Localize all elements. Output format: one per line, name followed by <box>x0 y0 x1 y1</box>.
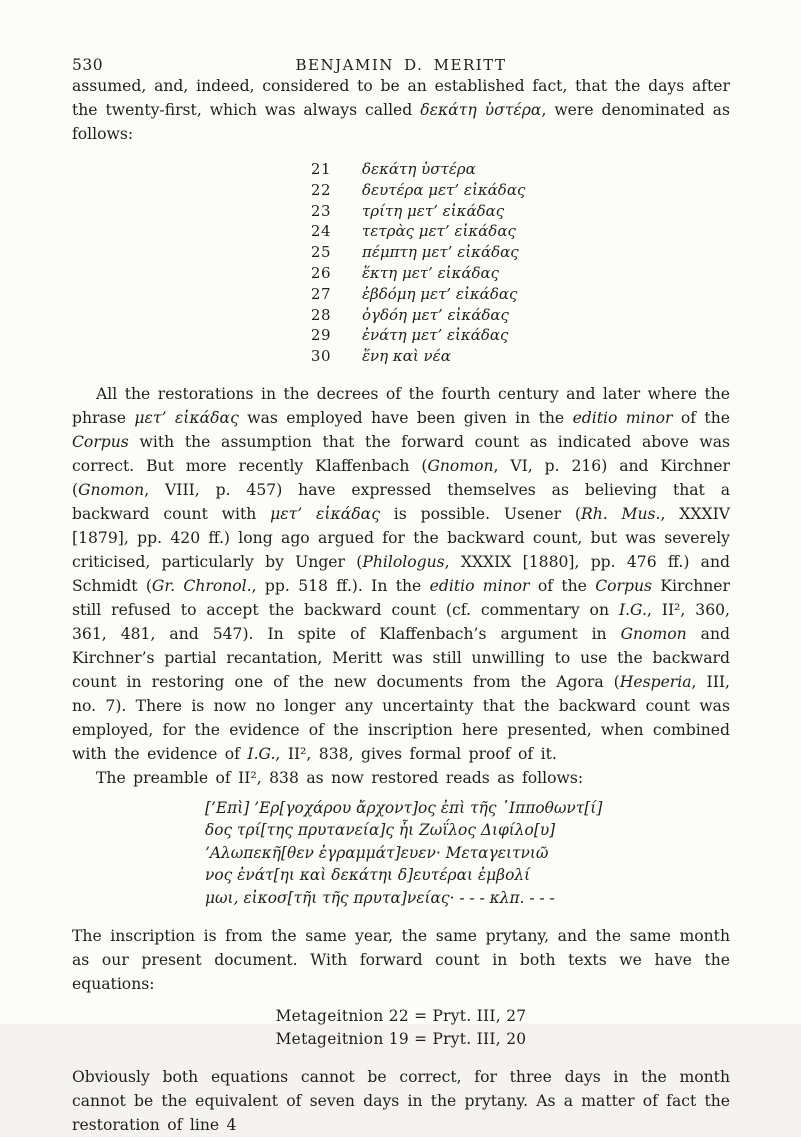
day-row <box>305 263 730 284</box>
day-row <box>305 159 730 180</box>
day-row <box>305 284 730 305</box>
day-number: 29 <box>310 326 331 345</box>
paragraph-preamble-lead: The preamble of II², 838 as now restored reads as follows: <box>96 768 584 787</box>
day-number: 25 <box>310 243 331 262</box>
day-row <box>305 221 730 242</box>
page-header <box>72 56 730 74</box>
day-row <box>305 201 730 222</box>
day-row <box>305 180 730 201</box>
day-number: 24 <box>310 222 331 241</box>
page-number: 530 <box>72 56 104 74</box>
preamble-line: μωι, εἰκοσ[τῆι τῆς πρυτα]νείας· - - - κλπ. - - - <box>205 888 555 907</box>
equation-line: Metageitnion 22 = Pryt. III, 27 <box>275 1007 527 1025</box>
day-row <box>305 242 730 263</box>
preamble-line: νος ἐνάτ[ηι καὶ δεκάτηι δ]ευτέραι ἐμβολί <box>205 866 531 885</box>
day-number: 21 <box>310 160 331 178</box>
day-number: 27 <box>310 284 331 303</box>
preamble-line: [’Επὶ] ’Ερ[γοχάρου ἄρχοντ]ος ἐπὶ τῆς ῾Ιπποθωντ[ί] <box>205 798 603 817</box>
paragraph-obviously: Obviously both equations cannot be correct, for three days in the month cannot be the equivalent of seven days in the prytany. As a matter of fact the restoration of line 4 <box>72 1068 730 1134</box>
equation-line: Metageitnion 19 = Pryt. III, 20 <box>275 1029 527 1048</box>
day-number: 23 <box>310 201 331 220</box>
day-name-greek: ἕκτη μετ’ εἰκάδας <box>362 263 500 282</box>
day-row <box>305 305 730 326</box>
paragraph-restorations: All the restorations in the decrees of the fourth century and later where the phrase μετ’ εἰκάδας was employed have been given in the editio minor of the Corpus with the assumption that the forward count as indicated above was correct. But more recently Klaffenbach (Gnomon, VI, p. 216) and Kirchner (Gnomon, VIII, p. 457) have expressed themselves as believing that a backward count with μετ’ εἰκάδας is possible. Usener (Rh. Mus., XXXIV [1879], pp. 420 ff.) long ago argued for the backward count, but was severely criticised, particularly by Unger (Philologus, XXXIX [1880], pp. 476 ff.) and Schmidt (Gr. Chronol., pp. 518 ff.). In the editio minor of the Corpus Kirchner still refused to accept the backward count (cf. commentary on I.G., II², 360, 361, 481, and 547). In spite of Klaffenbach’s argument in Gnomon and Kirchner’s partial recantation, Meritt was still unwilling to use the backward count in restoring one of the new documents from the Agora (Hesperia, III, no. 7). There is now no longer any uncertainty that the backward count was employed, for the evidence of the inscription here presented, when combined with the evidence of I.G., II², 838, gives formal proof of it. <box>72 384 731 763</box>
preamble-line: δος τρί[της πρυτανεία]ς ἧι Ζωΐλος Διφίλο[υ] <box>205 821 556 840</box>
running-head: BENJAMIN D. MERITT <box>295 56 507 74</box>
day-name-greek: τετρὰς μετ’ εἰκάδας <box>362 222 516 241</box>
day-name-greek: δευτέρα μετ’ εἰκάδας <box>362 180 526 199</box>
preamble-line: ’Αλωπεκῆ[θεν ἐγραμμάτ]ευεν· Μεταγειτνιῶ <box>205 843 549 862</box>
inscription-preamble-block <box>205 797 730 909</box>
paragraph-inscription: The inscription is from the same year, the same prytany, and the same month as our present document. With forward count in both texts we have the equations: <box>72 927 730 993</box>
day-number: 28 <box>310 305 331 324</box>
day-name-greek: ἑβδόμη μετ’ εἰκάδας <box>362 284 518 303</box>
day-number: 30 <box>310 347 331 366</box>
day-number: 26 <box>310 263 331 282</box>
day-name-greek: ἕνη καὶ νέα <box>362 347 451 366</box>
day-name-greek: τρίτη μετ’ εἰκάδας <box>362 201 505 220</box>
day-name-greek: πέμπτη μετ’ εἰκάδας <box>362 243 519 262</box>
paragraph-intro: assumed, and, indeed, considered to be an established fact, that the days after the twenty-first, which was always called δεκάτη ὑστέρα, were denominated as follows: <box>72 77 730 143</box>
day-name-greek: ὀγδόη μετ’ εἰκάδας <box>362 305 509 324</box>
day-name-greek: ἐνάτη μετ’ εἰκάδας <box>362 326 509 345</box>
equations-block <box>72 1005 730 1050</box>
day-number: 22 <box>310 180 331 199</box>
day-name-greek: δεκάτη ὑστέρα <box>362 160 476 178</box>
day-row <box>305 346 730 367</box>
day-name-list <box>305 159 730 367</box>
day-row <box>305 325 730 346</box>
